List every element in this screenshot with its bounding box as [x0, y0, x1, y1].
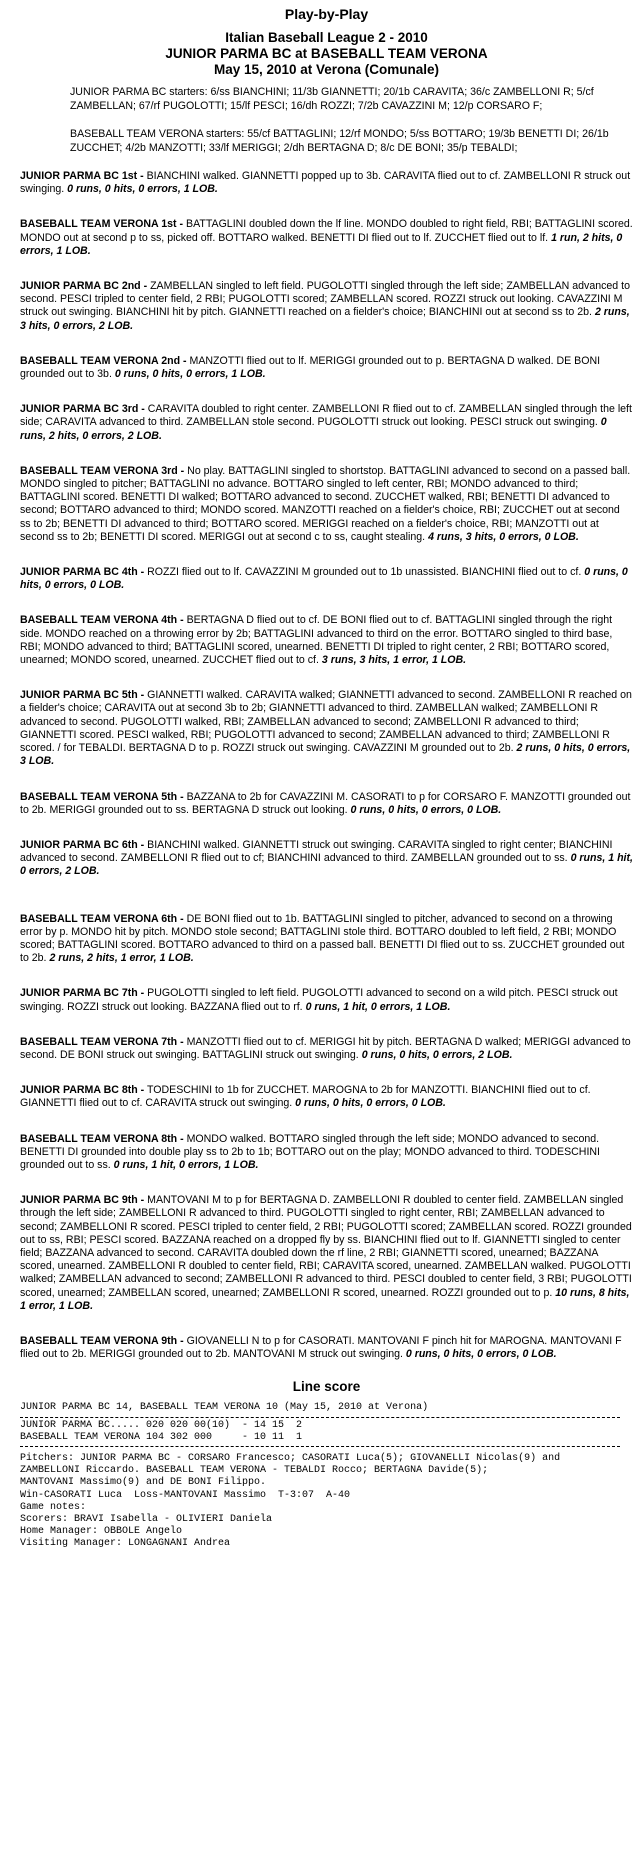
inning-half	[20, 1194, 633, 1313]
inning-text: ROZZI flied out to lf. CAVAZZINI M grounded out to 1b unassisted. BIANCHINI flied out to cf.	[147, 566, 582, 579]
inning-summary: 0 runs, 0 hits, 0 errors, 1 LOB.	[114, 368, 266, 381]
inning-summary: 2 runs, 2 hits, 1 error, 1 LOB.	[49, 952, 194, 965]
inning-half	[20, 839, 633, 879]
inning-summary: 0 runs, 0 hits, 0 errors, 1 LOB.	[67, 183, 218, 196]
inning-summary: 2 runs, 3 hits, 0 errors, 2 LOB.	[20, 306, 630, 332]
inning-summary: 4 runs, 3 hits, 0 errors, 0 LOB.	[428, 530, 579, 543]
inning-team: JUNIOR PARMA BC 7th -	[20, 987, 145, 1000]
scorers-line: Scorers: BRAVI Isabella - OLIVIERI Daniela	[20, 1514, 273, 1526]
inning-summary: 0 runs, 0 hits, 0 errors, 0 LOB.	[350, 803, 502, 816]
inning-text: PUGOLOTTI singled to left field. PUGOLOTTI advanced to second on a wild pitch. PESCI struck out swinging. ROZZI struck out looking. BAZZANA flied out to rf.	[20, 987, 618, 1013]
divider	[20, 1417, 620, 1418]
inning-team: JUNIOR PARMA BC 5th -	[20, 689, 145, 702]
visitor-starters: JUNIOR PARMA BC starters: 6/ss BIANCHINI; 11/3b GIANNETTI; 20/1b CARAVITA; 36/c ZAMBELLONI R; 5/cf ZAMBELLAN; 67/rf PUGOLOTTI; 15/lf PESCI; 16/dh ROZZI; 7/2b CAVAZZINI M; 12/p CORSARO F;	[70, 86, 594, 112]
inning-half	[20, 913, 633, 966]
inning-team: JUNIOR PARMA BC 9th -	[20, 1194, 145, 1207]
inning-team: JUNIOR PARMA BC 8th -	[20, 1084, 145, 1097]
inning-text: BIANCHINI walked. GIANNETTI popped up to 3b. CARAVITA flied out to cf. ZAMBELLONI R struck out swinging.	[20, 170, 631, 196]
win-loss-line: Win-CASORATI Luca Loss-MANTOVANI Massimo T-3:07 A-40	[20, 1489, 351, 1501]
inning-summary: 0 runs, 0 hits, 0 errors, 0 LOB.	[405, 1348, 557, 1361]
innings-list	[20, 170, 633, 1361]
inning-text: MANZOTTI flied out to cf. MERIGGI hit by pitch. BERTAGNA D walked; MERIGGI advanced to second. DE BONI struck out swinging. BATTAGLINI struck out swinging.	[20, 1035, 631, 1061]
inning-team: JUNIOR PARMA BC 3rd -	[20, 403, 145, 416]
inning-team: BASEBALL TEAM VERONA 9th -	[20, 1334, 184, 1347]
inning-text: MONDO walked. BOTTARO singled through the left side; MONDO advanced to second. BENETTI DI grounded into double play ss to 2b to 1b; BOTTARO out on the play; MONDO advanced to third. TODESCHINI grounded out to ss.	[20, 1132, 600, 1171]
inning-half	[20, 403, 633, 443]
home-starters: BASEBALL TEAM VERONA starters: 55/cf BATTAGLINI; 12/rf MONDO; 5/ss BOTTARO; 19/3b BENETTI DI; 26/1b ZUCCHET; 4/2b MANZOTTI; 33/lf MERIGGI; 2/dh BERTAGNA D; 8/c DE BONI; 35/p TEBALDI;	[70, 128, 609, 154]
inning-summary: 2 runs, 0 hits, 0 errors, 3 LOB.	[20, 742, 631, 768]
matchup-title: JUNIOR PARMA BC at BASEBALL TEAM VERONA	[165, 46, 488, 61]
inning-text: BIANCHINI walked. GIANNETTI struck out swinging. CARAVITA singled to right center; BIANCHINI advanced to second. ZAMBELLONI R flied out to cf; BIANCHINI advanced to third. ZAMBELLAN grounded out to ss.	[20, 838, 613, 865]
inning-summary: 1 run, 2 hits, 0 errors, 1 LOB.	[20, 231, 623, 257]
inning-half	[20, 1133, 633, 1173]
game-notes-label: Game notes:	[20, 1501, 87, 1513]
inning-half	[20, 566, 633, 592]
line-score-row-home: BASEBALL TEAM VERONA 104 302 000 - 10 11 1	[20, 1431, 303, 1443]
pitchers-line: ZAMBELLONI Riccardo. BASEBALL TEAM VERONA - TEBALDI Rocco; BERTAGNA Davide(5);	[20, 1465, 489, 1477]
inning-team: BASEBALL TEAM VERONA 8th -	[20, 1132, 184, 1145]
inning-text: MANZOTTI flied out to lf. MERIGGI grounded out to p. BERTAGNA D walked. DE BONI grounded out to 3b.	[20, 354, 601, 381]
inning-text: BATTAGLINI doubled down the lf line. MONDO doubled to right field, RBI; BATTAGLINI scored. MONDO out at second p to ss, picked off. BOTTARO walked. BENETTI DI flied out to lf. ZUCCHET flied out to lf.	[20, 218, 633, 244]
visiting-manager-line: Visiting Manager: LONGAGNANI Andrea	[20, 1538, 231, 1550]
inning-team: BASEBALL TEAM VERONA 2nd -	[20, 354, 187, 367]
inning-team: JUNIOR PARMA BC 4th -	[20, 566, 145, 579]
home-manager-line: Home Manager: OBBOLE Angelo	[20, 1526, 183, 1538]
line-score-row-visitor: JUNIOR PARMA BC..... 020 020 00(10) - 14 15 2	[20, 1419, 303, 1431]
divider	[20, 1446, 620, 1447]
inning-text: MANTOVANI M to p for BERTAGNA D. ZAMBELLONI R doubled to center field. ZAMBELLAN singled through the left side; ZAMBELLONI R advanced to third. PUGOLOTTI singled to right center, RBI; ZAMBELLAN advanced to second; ZAMBELLONI R scored. PESCI tripled to center field, 2 RBI; PUGOLOTTI scored; ZAMBELLAN scored. ROZZI grounded out to ss, RBI; PESCI scored. BAZZANA reached on a dropped fly by ss. BIANCHINI flied out to lf. GIANNETTI singled to center field; BAZZANA advanced to second. CARAVITA doubled down the rf line, 2 RBI; GIANNETTI scored, unearned; BAZZANA scored, unearned. ZAMBELLONI R doubled to center field, RBI; CARAVITA scored, unearned. ZAMBELLAN walked. PUGOLOTTI walked; ZAMBELLAN advanced to second; ZAMBELLONI R advanced to third. PESCI doubled to center field, 3 RBI; PUGOLOTTI scored, unearned; ZAMBELLAN scored, unearned; ZAMBELLONI R scored, unearned. ROZZI grounded out to p.	[20, 1194, 632, 1299]
inning-text: BERTAGNA D flied out to cf. DE BONI flied out to cf. BATTAGLINI singled through the right side. MONDO reached on a throwing error by 2b; BATTAGLINI advanced to third on the error. BOTTARO singled to third base, RBI; MONDO advanced to third; BATTAGLINI scored, unearned. BENETTI DI tripled to right center, 2 RBI; BOTTARO scored, unearned; MONDO scored, unearned. ZUCCHET flied out to cf.	[20, 614, 613, 667]
pitchers-line: Pitchers: JUNIOR PARMA BC - CORSARO Francesco; CASORATI Luca(5); GIOVANELLI Nicolas(9) and	[20, 1453, 561, 1464]
league-title: Italian Baseball League 2 - 2010	[225, 30, 428, 45]
inning-summary: 0 runs, 1 hit, 0 errors, 2 LOB.	[20, 852, 633, 878]
inning-half	[20, 1335, 633, 1361]
inning-half	[20, 218, 633, 258]
inning-summary: 0 runs, 2 hits, 0 errors, 2 LOB.	[20, 416, 607, 442]
document-header	[20, 6, 633, 78]
inning-text: GIOVANELLI N to p for CASORATI. MANTOVANI F pinch hit for MAROGNA. MANTOVANI F flied out to 2b. MERIGGI grounded out to 2b. MANTOVANI M struck out swinging.	[20, 1334, 622, 1361]
inning-team: BASEBALL TEAM VERONA 5th -	[20, 790, 184, 803]
inning-text: ZAMBELLAN singled to left field. PUGOLOTTI singled through the left side; ZAMBELLAN advanced to second. PESCI tripled to center field, 2 RBI; PUGOLOTTI scored; ZAMBELLAN scored. ROZZI struck out looking. CAVAZZINI M struck out swinging. BIANCHINI hit by pitch. GIANNETTI reached on a fielder's choice; BIANCHINI out at second ss to 2b.	[20, 280, 630, 319]
inning-team: BASEBALL TEAM VERONA 3rd -	[20, 464, 185, 477]
inning-team: BASEBALL TEAM VERONA 6th -	[20, 912, 184, 925]
inning-team: BASEBALL TEAM VERONA 1st -	[20, 218, 184, 231]
inning-summary: 0 runs, 1 hit, 0 errors, 1 LOB.	[113, 1158, 259, 1171]
inning-text: No play. BATTAGLINI singled to shortstop. BATTAGLINI advanced to second on a passed ball. MONDO singled to pitcher; BATTAGLINI no advance. BOTTARO singled to left center, RBI; MONDO advanced to third; BATTAGLINI scored. BENETTI DI walked; BOTTARO advanced to second. ZUCCHET walked, RBI; BENETTI DI advanced to second; BOTTARO advanced to third; MONDO scored. MANZOTTI reached on a fielder's choice, RBI; ZUCCHET out at second ss to 2b; BENETTI DI advanced to third; BOTTARO scored. MERIGGI reached on a fielder's choice, RBI; MANZOTTI out at second ss to 2b; BENETTI DI scored. MERIGGI out at second c to ss, caught stealing.	[20, 464, 631, 543]
inning-text: TODESCHINI to 1b for ZUCCHET. MAROGNA to 2b for MANZOTTI. BIANCHINI flied out to cf. GIANNETTI flied out to cf. CARAVITA struck out swinging.	[20, 1084, 591, 1110]
inning-half	[20, 1036, 633, 1062]
inning-half	[20, 355, 633, 381]
inning-team: BASEBALL TEAM VERONA 7th -	[20, 1035, 184, 1048]
inning-half	[20, 689, 633, 768]
inning-summary: 10 runs, 8 hits, 1 error, 1 LOB.	[20, 1286, 630, 1312]
inning-text: GIANNETTI walked. CARAVITA walked; GIANNETTI advanced to second. ZAMBELLONI R reached on a fielder's choice; CARAVITA out at second 3b to 2b; GIANNETTI advanced to third. ZAMBELLAN walked; ZAMBELLONI R advanced to second. PUGOLOTTI walked, RBI; ZAMBELLAN advanced to second; ZAMBELLONI R advanced to third; GIANNETTI scored. PESCI walked, RBI; PUGOLOTTI advanced to second; ZAMBELLAN advanced to third; ZAMBELLONI R scored. / for TEBALDI. BERTAGNA D to p. ROZZI struck out swinging. CAVAZZINI M grounded out to 2b.	[20, 689, 632, 755]
inning-team: BASEBALL TEAM VERONA 4th -	[20, 614, 184, 627]
inning-text: BAZZANA to 2b for CAVAZZINI M. CASORATI to p for CORSARO F. MANZOTTI grounded out to 2b. MERIGGI grounded out to ss. BERTAGNA D struck out looking.	[20, 790, 631, 816]
inning-summary: 0 runs, 1 hit, 0 errors, 1 LOB.	[305, 1000, 451, 1013]
inning-half	[20, 1084, 633, 1110]
inning-team: JUNIOR PARMA BC 2nd -	[20, 280, 148, 293]
inning-half	[20, 465, 633, 544]
line-score-section	[20, 1379, 633, 1550]
inning-summary: 3 runs, 3 hits, 1 error, 1 LOB.	[321, 654, 467, 667]
inning-text: CARAVITA doubled to right center. ZAMBELLONI R flied out to cf. ZAMBELLAN singled through the left side; CARAVITA advanced to third. ZAMBELLAN stole second. PUGOLOTTI struck out looking. PESCI struck out swinging.	[20, 403, 632, 429]
starters-block	[70, 86, 633, 155]
inning-half	[20, 791, 633, 817]
inning-half	[20, 614, 633, 667]
date-place: May 15, 2010 at Verona (Comunale)	[213, 62, 440, 77]
inning-summary: 0 runs, 0 hits, 0 errors, 0 LOB.	[295, 1097, 446, 1110]
inning-team: JUNIOR PARMA BC 1st -	[20, 170, 144, 182]
inning-text: DE BONI flied out to 1b. BATTAGLINI singled to pitcher, advanced to second on a throwing error by p. MONDO hit by pitch. MONDO stole second; BATTAGLINI stole third. BOTTARO doubled to left field, 2 RBI; MONDO scored; BATTAGLINI scored. BOTTARO advanced to third on a passed ball. BENETTI DI flied out to ss. ZUCCHET grounded out to 2b.	[20, 912, 625, 965]
line-score-title: Line score	[292, 1379, 361, 1395]
play-by-play-title: Play-by-Play	[284, 6, 369, 22]
final-score-line: JUNIOR PARMA BC 14, BASEBALL TEAM VERONA 10 (May 15, 2010 at Verona)	[20, 1402, 429, 1414]
inning-team: JUNIOR PARMA BC 6th -	[20, 838, 145, 851]
inning-half	[20, 280, 633, 333]
pitchers-line: MANTOVANI Massimo(9) and DE BONI Filippo.	[20, 1477, 267, 1489]
inning-half	[20, 170, 633, 196]
inning-half	[20, 987, 633, 1013]
inning-summary: 0 runs, 0 hits, 0 errors, 2 LOB.	[361, 1048, 513, 1061]
inning-summary: 0 runs, 0 hits, 0 errors, 0 LOB.	[20, 566, 628, 592]
